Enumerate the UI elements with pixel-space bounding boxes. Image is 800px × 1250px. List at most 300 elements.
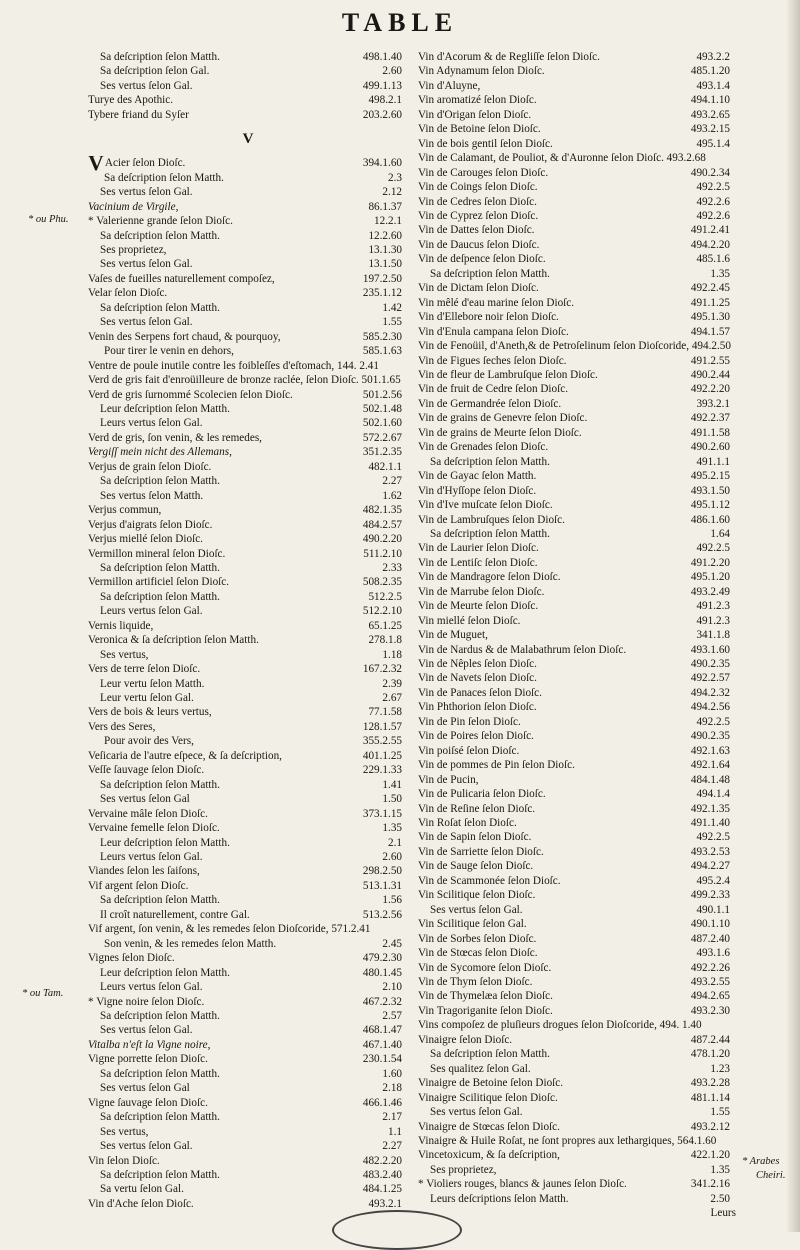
entry-text: Vin de pommes de Pin ſelon Dioſc. bbox=[418, 759, 575, 772]
index-entry bbox=[88, 922, 408, 936]
index-entry bbox=[88, 301, 408, 315]
index-entry bbox=[418, 93, 736, 107]
entry-page-ref: 482.2.20 bbox=[360, 1154, 402, 1168]
entry-page-ref: 298.2.50 bbox=[360, 864, 402, 878]
entry-text: Vin de fleur de Lambruſque ſelon Dioſc. bbox=[418, 368, 598, 381]
entry-text: Veſicaria de l'autre eſpece, & ſa deſcription, bbox=[88, 749, 282, 762]
entry-page-ref: 493.1.60 bbox=[688, 643, 730, 657]
entry-text: Vif argent, ſon venin, & les remedes ſelon Dioſcoride, 571.2.41 bbox=[88, 923, 371, 936]
drop-cap: V bbox=[88, 156, 104, 171]
entry-page-ref: 512.2.5 bbox=[365, 590, 402, 604]
entry-page-ref: 487.2.40 bbox=[688, 932, 730, 946]
entry-page-ref: 492.2.5 bbox=[693, 830, 730, 844]
entry-text: Verjus de grain ſelon Dioſc. bbox=[88, 460, 212, 473]
entry-page-ref: 1.55 bbox=[707, 1105, 730, 1119]
entry-text: Son venin, & les remedes ſelon Matth. bbox=[104, 937, 277, 950]
index-entry bbox=[418, 223, 736, 237]
index-entry bbox=[418, 830, 736, 844]
margin-note-arabes: * Arabes bbox=[742, 1156, 780, 1167]
entry-text: Vin de Dictam ſelon Dioſc. bbox=[418, 282, 539, 295]
entry-text: Verjus commun, bbox=[88, 504, 162, 517]
entry-page-ref: 494.2.65 bbox=[688, 989, 730, 1003]
index-entry bbox=[88, 864, 408, 878]
entry-page-ref: 1.1 bbox=[385, 1125, 402, 1139]
index-entry bbox=[88, 359, 408, 373]
entry-text: Vin de fruit de Cedre ſelon Dioſc. bbox=[418, 383, 569, 396]
entry-page-ref: 2.1 bbox=[385, 836, 402, 850]
entry-text: Vacinium de Virgile, bbox=[88, 200, 179, 213]
entry-page-ref: 494.2.56 bbox=[688, 700, 730, 714]
index-entry bbox=[88, 171, 408, 185]
entry-page-ref: 493.2.30 bbox=[688, 1004, 730, 1018]
page-title: TABLE bbox=[341, 8, 459, 37]
entry-text: Il croît naturellement, contre Gal. bbox=[100, 908, 250, 921]
entry-text: Sa deſcription ſelon Matth. bbox=[430, 1048, 550, 1061]
entry-page-ref: 498.1.40 bbox=[360, 50, 402, 64]
entry-text: Sa deſcription ſelon Matth. bbox=[100, 590, 220, 603]
index-entry bbox=[88, 373, 408, 387]
index-entry bbox=[88, 734, 408, 748]
entry-page-ref: 492.2.37 bbox=[688, 411, 730, 425]
entry-page-ref: 2.33 bbox=[379, 561, 402, 575]
index-entry bbox=[418, 845, 736, 859]
entry-page-ref: 478.1.20 bbox=[688, 1047, 730, 1061]
entry-text: Vin de Gayac ſelon Matth. bbox=[418, 470, 537, 483]
entry-text: Leurs vertus ſelon Gal. bbox=[100, 417, 203, 430]
entry-text: Vin Phthorion ſelon Dioſc. bbox=[418, 701, 537, 714]
entry-page-ref: 491.1.25 bbox=[688, 296, 730, 310]
entry-text: Vin de Marrube ſelon Dioſc. bbox=[418, 585, 545, 598]
entry-text: Vervaine mâle ſelon Dioſc. bbox=[88, 807, 208, 820]
entry-page-ref: 490.2.60 bbox=[688, 440, 730, 454]
entry-page-ref: 2.60 bbox=[379, 64, 402, 78]
index-entry bbox=[418, 1091, 736, 1105]
entry-text: Vin de Sauge ſelon Dioſc. bbox=[418, 860, 534, 873]
index-entry bbox=[418, 1134, 736, 1148]
entry-page-ref: 492.2.5 bbox=[693, 715, 730, 729]
index-entry bbox=[418, 267, 736, 281]
index-entry bbox=[88, 604, 408, 618]
entry-text: Ses proprietez, bbox=[430, 1163, 497, 1176]
index-entry bbox=[418, 108, 736, 122]
index-entry bbox=[88, 619, 408, 633]
entry-text: Vin de Figues ſeches ſelon Dioſc. bbox=[418, 354, 567, 367]
entry-page-ref: 495.1.12 bbox=[688, 498, 730, 512]
entry-page-ref: 493.2.2 bbox=[693, 50, 730, 64]
entry-text: Acier ſelon Dioſc. bbox=[104, 157, 186, 170]
index-entry bbox=[88, 416, 408, 430]
entry-text: Verjus miellé ſelon Dioſc. bbox=[88, 533, 203, 546]
entry-text: Leur vertu ſelon Gal. bbox=[100, 692, 194, 705]
entry-text: Ses vertus ſelon Gal. bbox=[100, 1140, 193, 1153]
entry-text: Ses vertus ſelon Gal. bbox=[430, 1106, 523, 1119]
index-entry bbox=[418, 816, 736, 830]
entry-page-ref: 484.1.48 bbox=[688, 773, 730, 787]
entry-text: Ses vertus ſelon Gal bbox=[100, 793, 190, 806]
entry-page-ref: 499.2.33 bbox=[688, 888, 730, 902]
entry-page-ref: 1.23 bbox=[707, 1062, 730, 1076]
entry-text: Leurs vertus ſelon Gal. bbox=[100, 981, 203, 994]
index-entry bbox=[418, 758, 736, 772]
index-entry bbox=[418, 209, 736, 223]
entry-page-ref: 492.1.63 bbox=[688, 744, 730, 758]
entry-page-ref: 86.1.37 bbox=[365, 200, 402, 214]
index-entry bbox=[88, 64, 408, 78]
entry-page-ref: 491.1.58 bbox=[688, 426, 730, 440]
entry-page-ref: 484.2.57 bbox=[360, 518, 402, 532]
entry-text: Leurs vertus ſelon Gal. bbox=[100, 851, 203, 864]
index-entry bbox=[88, 749, 408, 763]
entry-text: Vin Roſat ſelon Dioſc. bbox=[418, 817, 517, 830]
entry-page-ref: 492.2.5 bbox=[693, 541, 730, 555]
index-entry bbox=[88, 200, 408, 214]
index-entry bbox=[418, 354, 736, 368]
entry-page-ref: 511.2.10 bbox=[360, 547, 402, 561]
entry-text: Leur deſcription ſelon Matth. bbox=[100, 402, 230, 415]
entry-text: Ses qualitez ſelon Gal. bbox=[430, 1062, 531, 1075]
entry-text: Vinaigre Scilitique ſelon Dioſc. bbox=[418, 1091, 558, 1104]
entry-text: Vin de Panaces ſelon Dioſc. bbox=[418, 686, 542, 699]
entry-text: Leurs vertus ſelon Gal. bbox=[100, 605, 203, 618]
index-entry bbox=[88, 1125, 408, 1139]
index-entry bbox=[418, 888, 736, 902]
index-entry bbox=[418, 79, 736, 93]
entry-text: Ses vertus ſelon Matth. bbox=[100, 489, 204, 502]
entry-page-ref: 2.67 bbox=[379, 691, 402, 705]
entry-text: Sa deſcription ſelon Matth. bbox=[100, 778, 220, 791]
entry-page-ref: 13.1.30 bbox=[365, 243, 402, 257]
index-entry bbox=[88, 445, 408, 459]
index-entry bbox=[418, 325, 736, 339]
entry-page-ref: 203.2.60 bbox=[360, 108, 402, 122]
entry-text: Verd de gris fait d'enroüilleure de bronze raclée, ſelon Dioſc. 501.1.65 bbox=[88, 374, 401, 387]
entry-page-ref: 373.1.15 bbox=[360, 807, 402, 821]
entry-page-ref: 492.2.5 bbox=[693, 180, 730, 194]
entry-text: Vin d'Acorum & de Regliſſe ſelon Dioſc. bbox=[418, 51, 600, 63]
entry-text: Vin d'Hyſſope ſelon Dioſc. bbox=[418, 484, 537, 497]
entry-page-ref: 492.2.6 bbox=[693, 195, 730, 209]
index-entry bbox=[418, 599, 736, 613]
index-entry bbox=[418, 397, 736, 411]
index-entry bbox=[418, 440, 736, 454]
index-entry bbox=[88, 330, 408, 344]
entry-page-ref: 468.1.47 bbox=[360, 1023, 402, 1037]
entry-text: Vin de Reſine ſelon Dioſc. bbox=[418, 802, 536, 815]
entry-page-ref: 2.12 bbox=[379, 185, 402, 199]
index-entry bbox=[88, 431, 408, 445]
index-entry bbox=[88, 691, 408, 705]
entry-text: Vinaigre ſelon Dioſc. bbox=[418, 1033, 513, 1046]
entry-page-ref: 2.60 bbox=[379, 850, 402, 864]
entry-text: Tybere friand du Syſer bbox=[88, 108, 189, 121]
index-entry bbox=[88, 893, 408, 907]
entry-text: Ses vertus, bbox=[100, 1125, 149, 1138]
entry-text: Vin Scilitique ſelon Gal. bbox=[418, 918, 527, 931]
entry-text: Vin mêlé d'eau marine ſelon Dioſc. bbox=[418, 296, 575, 309]
index-entry bbox=[88, 532, 408, 546]
entry-text: Verjus d'aigrats ſelon Dioſc. bbox=[88, 518, 213, 531]
entry-text: Sa deſcription ſelon Matth. bbox=[430, 527, 550, 540]
index-entry bbox=[88, 518, 408, 532]
entry-page-ref: 490.2.20 bbox=[360, 532, 402, 546]
index-entry bbox=[418, 498, 736, 512]
entry-page-ref: 494.2.27 bbox=[688, 859, 730, 873]
index-entry bbox=[418, 585, 736, 599]
index-entry bbox=[88, 1096, 408, 1110]
entry-text: Sa deſcription ſelon Matth. bbox=[100, 1111, 220, 1124]
entry-page-ref: 1.18 bbox=[379, 648, 402, 662]
index-entry bbox=[88, 214, 408, 228]
index-entry bbox=[418, 1004, 736, 1018]
entry-page-ref: 2.18 bbox=[379, 1081, 402, 1095]
entry-text: Leurs deſcriptions ſelon Matth. bbox=[430, 1192, 569, 1205]
entry-page-ref: 492.2.20 bbox=[688, 382, 730, 396]
entry-text: Vin de Germandrée ſelon Dioſc. bbox=[418, 397, 562, 410]
index-entry bbox=[88, 575, 408, 589]
entry-text: Sa deſcription ſelon Matth. bbox=[430, 455, 550, 468]
index-entry bbox=[418, 1163, 736, 1177]
entry-text: Sa deſcription ſelon Matth. bbox=[100, 1010, 220, 1022]
entry-page-ref: 492.2.45 bbox=[688, 281, 730, 295]
index-entry bbox=[88, 633, 408, 647]
entry-text: Vin de Navets ſelon Dioſc. bbox=[418, 672, 537, 685]
entry-text: Vigne porrette ſelon Dioſc. bbox=[88, 1053, 208, 1066]
entry-text: Vervaine femelle ſelon Dioſc. bbox=[88, 822, 220, 835]
index-entry bbox=[418, 1047, 736, 1061]
entry-text: Vermillon mineral ſelon Dioſc. bbox=[88, 547, 226, 560]
entry-text: Vin d'Origan ſelon Dioſc. bbox=[418, 108, 532, 121]
entry-text: Sa deſcription ſelon Matth. bbox=[100, 475, 220, 488]
entry-page-ref: 480.1.45 bbox=[360, 966, 402, 980]
index-entry bbox=[418, 700, 736, 714]
entry-text: Vin Adynamum ſelon Dioſc. bbox=[418, 65, 545, 78]
margin-note-ou-tam: * ou Tam. bbox=[22, 988, 64, 999]
index-entry bbox=[418, 917, 736, 931]
entry-text: Ses vertus ſelon Gal. bbox=[100, 1024, 193, 1037]
entry-page-ref: 498.2.1 bbox=[365, 93, 402, 107]
entry-page-ref: 485.1.6 bbox=[693, 252, 730, 266]
entry-page-ref: 490.2.44 bbox=[688, 368, 730, 382]
index-entry bbox=[418, 715, 736, 729]
index-entry bbox=[88, 763, 408, 777]
entry-text: Vin de bois gentil ſelon Dioſc. bbox=[418, 137, 553, 150]
entry-text: Vin de Pulicaria ſelon Dioſc. bbox=[418, 788, 546, 801]
entry-text: Vin de Muguet, bbox=[418, 629, 488, 642]
index-entry bbox=[88, 547, 408, 561]
index-entry bbox=[418, 787, 736, 801]
entry-text: Vin de deſpence ſelon Dioſc. bbox=[418, 253, 546, 266]
entry-text: Ses vertus ſelon Gal. bbox=[100, 186, 193, 199]
index-entry bbox=[418, 296, 736, 310]
entry-text: Vins compoſez de pluſieurs drogues ſelon Dioſcoride, 494. 1.40 bbox=[418, 1019, 702, 1032]
entry-page-ref: 1.62 bbox=[379, 489, 402, 503]
index-entry bbox=[88, 344, 408, 358]
entry-page-ref: 2.50 bbox=[707, 1192, 730, 1206]
entry-page-ref: 492.2.26 bbox=[688, 961, 730, 975]
entry-page-ref: 341.2.16 bbox=[688, 1177, 730, 1191]
entry-page-ref: 502.1.60 bbox=[360, 416, 402, 430]
entry-page-ref: 494.1.4 bbox=[693, 787, 730, 801]
entry-page-ref: 1.55 bbox=[379, 315, 402, 329]
entry-page-ref: 481.1.14 bbox=[688, 1091, 730, 1105]
index-entry bbox=[418, 1076, 736, 1090]
entry-text: Sa deſcription ſelon Matth. bbox=[430, 267, 550, 280]
entry-page-ref: 493.1.6 bbox=[693, 946, 730, 960]
index-entry bbox=[88, 966, 408, 980]
entry-page-ref: 479.2.30 bbox=[360, 951, 402, 965]
index-entry bbox=[88, 503, 408, 517]
index-entry bbox=[88, 315, 408, 329]
index-entry bbox=[418, 455, 736, 469]
entry-page-ref: 485.1.20 bbox=[688, 64, 730, 78]
entry-page-ref: 422.1.20 bbox=[688, 1148, 730, 1162]
entry-page-ref: 491.2.41 bbox=[688, 223, 730, 237]
entry-text: Vinaigre de Betoine ſelon Dioſc. bbox=[418, 1077, 564, 1090]
entry-text: * Vigne noire ſelon Dioſc. bbox=[88, 995, 205, 1008]
entry-text: Veronica & ſa deſcription ſelon Matth. bbox=[88, 634, 259, 647]
entry-page-ref: 494.2.20 bbox=[688, 238, 730, 252]
entry-text: Vin de Dattes ſelon Dioſc. bbox=[418, 224, 535, 237]
entry-text: Ses vertus ſelon Gal. bbox=[430, 903, 523, 916]
entry-page-ref: 466.1.46 bbox=[360, 1096, 402, 1110]
entry-text: Vernis liquide, bbox=[88, 619, 154, 632]
index-entry bbox=[88, 937, 408, 951]
index-entry bbox=[88, 402, 408, 416]
index-entry bbox=[88, 908, 408, 922]
index-entry bbox=[418, 1033, 736, 1047]
entry-text: Vin de grains de Genevre ſelon Dioſc. bbox=[418, 412, 588, 425]
entry-text: Vin de Thymelæa ſelon Dioſc. bbox=[418, 990, 553, 1003]
entry-page-ref: 493.2.12 bbox=[688, 1120, 730, 1134]
entry-page-ref: 495.1.20 bbox=[688, 570, 730, 584]
entry-page-ref: 493.2.65 bbox=[688, 108, 730, 122]
entry-page-ref: 491.1.1 bbox=[693, 455, 730, 469]
entry-page-ref: 490.2.35 bbox=[688, 657, 730, 671]
entry-page-ref: 493.2.49 bbox=[688, 585, 730, 599]
index-entry bbox=[418, 368, 736, 382]
entry-page-ref: 495.1.30 bbox=[688, 310, 730, 324]
entry-text: Sa deſcription ſelon Gal. bbox=[100, 65, 210, 78]
entry-page-ref: 502.1.48 bbox=[360, 402, 402, 416]
entry-page-ref: 394.1.60 bbox=[360, 156, 402, 170]
index-entry bbox=[418, 411, 736, 425]
index-entry bbox=[418, 151, 736, 165]
index-entry bbox=[418, 657, 736, 671]
index-entry bbox=[418, 64, 736, 78]
entry-page-ref: 1.42 bbox=[379, 301, 402, 315]
entry-page-ref: 229.1.33 bbox=[360, 763, 402, 777]
entry-page-ref: 355.2.55 bbox=[360, 734, 402, 748]
entry-page-ref: 1.35 bbox=[379, 821, 402, 835]
index-entry bbox=[88, 836, 408, 850]
page-edge-shadow bbox=[786, 0, 800, 1232]
entry-page-ref: 77.1.58 bbox=[365, 705, 402, 719]
index-entry bbox=[88, 257, 408, 271]
index-entry bbox=[418, 1192, 736, 1206]
entry-text: Pour tirer le venin en dehors, bbox=[104, 345, 234, 358]
right-column bbox=[418, 50, 736, 1221]
index-entry bbox=[88, 93, 408, 107]
index-entry bbox=[418, 874, 736, 888]
entry-text: Vin de Poires ſelon Dioſc. bbox=[418, 730, 534, 743]
index-entry bbox=[88, 460, 408, 474]
entry-text: Vin de Pucin, bbox=[418, 773, 479, 786]
index-entry bbox=[88, 778, 408, 792]
entry-text: Vin poiſsé ſelon Dioſc. bbox=[418, 744, 520, 757]
index-entry bbox=[88, 648, 408, 662]
index-entry bbox=[88, 705, 408, 719]
entry-page-ref: 494.1.57 bbox=[688, 325, 730, 339]
entry-text: Velar ſelon Dioſc. bbox=[88, 287, 168, 300]
margin-note-cheiri: Cheiri. bbox=[756, 1170, 786, 1181]
entry-page-ref: 493.2.28 bbox=[688, 1076, 730, 1090]
entry-text: Vergiſſ mein nicht des Allemans, bbox=[88, 446, 232, 459]
entry-page-ref: 493.2.55 bbox=[688, 975, 730, 989]
entry-text: * Violiers rouges, blancs & jaunes ſelon Dioſc. bbox=[418, 1178, 627, 1191]
index-entry bbox=[88, 1139, 408, 1153]
entry-page-ref: 2.45 bbox=[379, 937, 402, 951]
entry-text: Vin de Sapin ſelon Dioſc. bbox=[418, 831, 532, 844]
index-entry bbox=[418, 961, 736, 975]
entry-text: Viandes ſelon les ſaiſons, bbox=[88, 865, 200, 878]
section-letter: V bbox=[242, 131, 254, 148]
index-entry bbox=[418, 50, 736, 64]
entry-page-ref: 494.1.10 bbox=[688, 93, 730, 107]
entry-page-ref: 493.2.15 bbox=[688, 122, 730, 136]
index-entry bbox=[88, 1154, 408, 1168]
index-entry bbox=[418, 802, 736, 816]
index-entry bbox=[88, 590, 408, 604]
index-entry bbox=[88, 388, 408, 402]
entry-page-ref: 483.2.40 bbox=[360, 1168, 402, 1182]
entry-text: Sa deſcription ſelon Matth. bbox=[100, 1168, 220, 1181]
entry-page-ref: 2.17 bbox=[379, 1110, 402, 1124]
entry-page-ref: 1.41 bbox=[379, 778, 402, 792]
entry-text: Vigne ſauvage ſelon Dioſc. bbox=[88, 1096, 208, 1109]
entry-page-ref: 513.2.56 bbox=[360, 908, 402, 922]
entry-text: Vin de Sycomore ſelon Dioſc. bbox=[418, 961, 552, 974]
entry-text: Vin de Lentiſc ſelon Dioſc. bbox=[418, 556, 538, 569]
entry-text: Veſſe ſauvage ſelon Dioſc. bbox=[88, 764, 205, 777]
entry-text: Vin de Daucus ſelon Dioſc. bbox=[418, 238, 540, 251]
index-entry bbox=[88, 286, 408, 300]
entry-text: Leur deſcription ſelon Matth. bbox=[100, 966, 230, 979]
entry-page-ref: 492.1.64 bbox=[688, 758, 730, 772]
index-entry bbox=[418, 382, 736, 396]
index-entry bbox=[88, 879, 408, 893]
index-entry bbox=[88, 720, 408, 734]
entry-page-ref: 351.2.35 bbox=[360, 445, 402, 459]
entry-page-ref: 128.1.57 bbox=[360, 720, 402, 734]
entry-page-ref: 13.1.50 bbox=[365, 257, 402, 271]
entry-page-ref: 278.1.8 bbox=[365, 633, 402, 647]
entry-page-ref: 490.1.1 bbox=[693, 903, 730, 917]
index-entry bbox=[418, 166, 736, 180]
entry-text: Vin de grains de Meurte ſelon Dioſc. bbox=[418, 426, 582, 439]
index-entry bbox=[88, 1052, 408, 1066]
index-entry bbox=[418, 628, 736, 642]
entry-page-ref: 2.27 bbox=[379, 1139, 402, 1153]
index-entry bbox=[418, 513, 736, 527]
entry-text: Vin d'Ellebore noir ſelon Dioſc. bbox=[418, 311, 559, 324]
entry-page-ref: 1.35 bbox=[707, 267, 730, 281]
entry-text: Vin d'Aluyne, bbox=[418, 79, 481, 92]
index-entry bbox=[88, 1067, 408, 1081]
index-entry bbox=[88, 1038, 408, 1052]
entry-text: Venin des Serpens fort chaud, & pourquoy, bbox=[88, 330, 281, 343]
entry-text: Sa deſcription ſelon Matth. bbox=[104, 171, 224, 184]
entry-text: Sa deſcription ſelon Matth. bbox=[100, 561, 220, 574]
